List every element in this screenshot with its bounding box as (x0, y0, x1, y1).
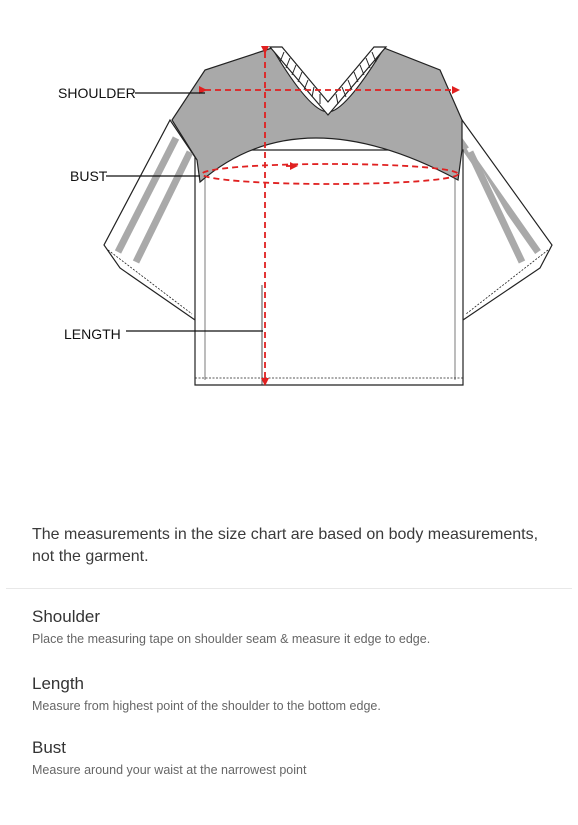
bust-label: BUST (70, 168, 108, 184)
length-description: Measure from highest point of the shoulder to the bottom edge. (32, 699, 381, 713)
bust-measurement (32, 737, 552, 778)
shoulder-title: Shoulder (32, 607, 101, 626)
shoulder-description: Place the measuring tape on shoulder seam & measure it edge to edge. (32, 632, 431, 646)
tshirt-illustration (104, 47, 552, 385)
bust-title: Bust (32, 738, 67, 757)
divider (6, 588, 572, 589)
length-measurement (32, 673, 552, 714)
shoulder-label: SHOULDER (58, 85, 136, 101)
length-title: Length (32, 674, 84, 693)
bust-description: Measure around your waist at the narrowest point (32, 763, 307, 777)
shoulder-measurement (32, 606, 552, 647)
tshirt-body (195, 150, 463, 385)
size-chart-note: The measurements in the size chart are based on body measurements, not the garment. (32, 526, 539, 565)
length-label: LENGTH (64, 326, 121, 342)
